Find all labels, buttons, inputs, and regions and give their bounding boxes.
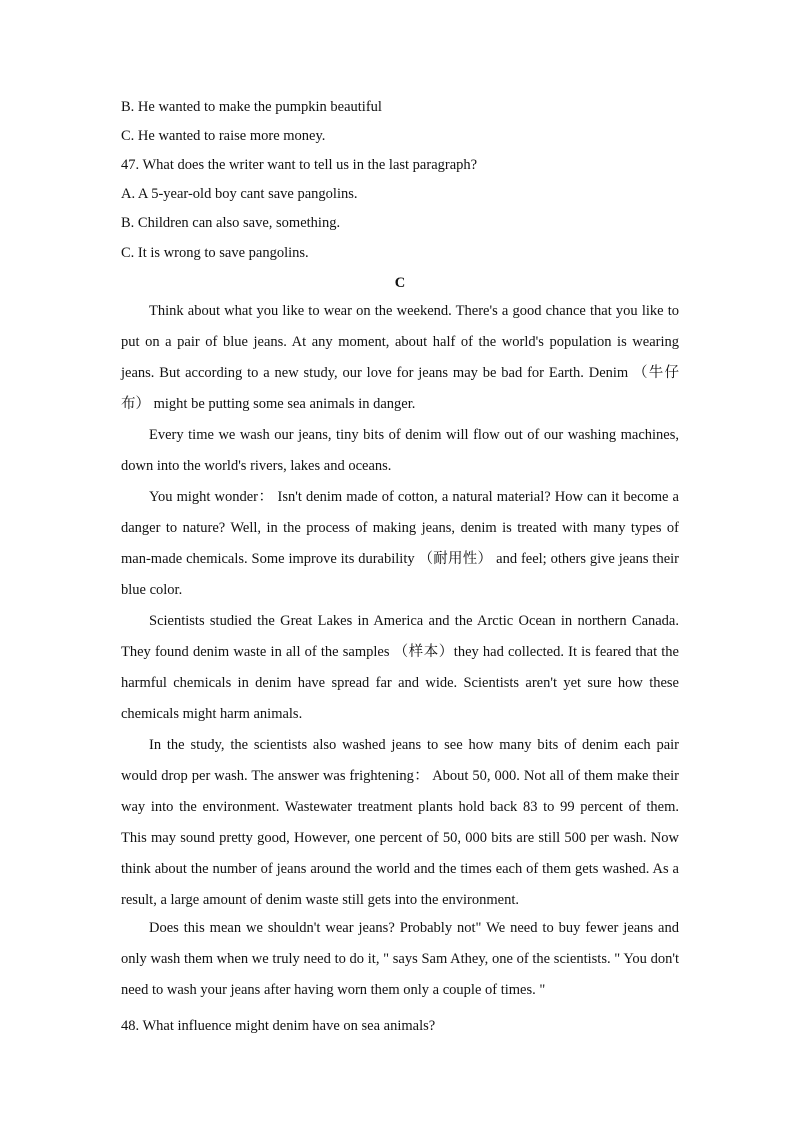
option-b-pumpkin: B. He wanted to make the pumpkin beautiful [121,99,382,115]
paragraph-5: In the study, the scientists also washed jeans to see how many bits of denim each pair would drop per wash. The answer was frightening： About 50, 000. Not all of them make their way into the environment. Wastewater treatment plants hold back 83 to 99 percent of them. This may sound pretty good, However, one percent of 50, 000 bits are still 500 per wash. Now think about the number of jeans around the world and the times each of them gets washed. As a result, a large amount of denim waste still gets into the environment. [121,737,679,908]
option-a-pangolins: A. A 5-year-old boy cant save pangolins. [121,186,358,202]
section-heading: C [394,275,406,291]
option-b-children: B. Children can also save, something. [121,215,341,231]
paragraph-3: You might wonder： Isn't denim made of cotton, a natural material? How can it become a danger to nature? Well, in the process of making jeans, denim is treated with many types of man-made chemicals. Some improve its durability （耐用性） and feel; others give jeans their blue color. [121,489,679,598]
question-48: 48. What influence might denim have on sea animals? [121,1018,436,1034]
paragraph-4: Scientists studied the Great Lakes in America and the Arctic Ocean in northern Canada. They found denim waste in all of the samples （样本）they had collected. It is feared that the harmful chemicals in denim have spread far and wide. Scientists aren't yet sure how these chemicals might harm animals. [121,613,679,722]
paragraph-1: Think about what you like to wear on the weekend. There's a good chance that you like to put on a pair of blue jeans. At any moment, about half of the world's population is wearing jeans. But according to a new study, our love for jeans may be bad for Earth. Denim （牛仔布） might be putting some sea animals in danger. [121,303,679,412]
option-c-wrong: C. It is wrong to save pangolins. [121,245,309,261]
paragraph-2: Every time we wash our jeans, tiny bits of denim will flow out of our washing machines, down into the world's rivers, lakes and oceans. [121,427,679,474]
paragraph-6: Does this mean we shouldn't wear jeans? Probably not" We need to buy fewer jeans and only wash them when we truly need to do it, " says Sam Athey, one of the scientists. " You don't need to wash your jeans after having worn them only a couple of times. " [121,920,679,998]
option-c-money: C. He wanted to raise more money. [121,128,326,144]
question-47: 47. What does the writer want to tell us in the last paragraph? [121,157,478,173]
